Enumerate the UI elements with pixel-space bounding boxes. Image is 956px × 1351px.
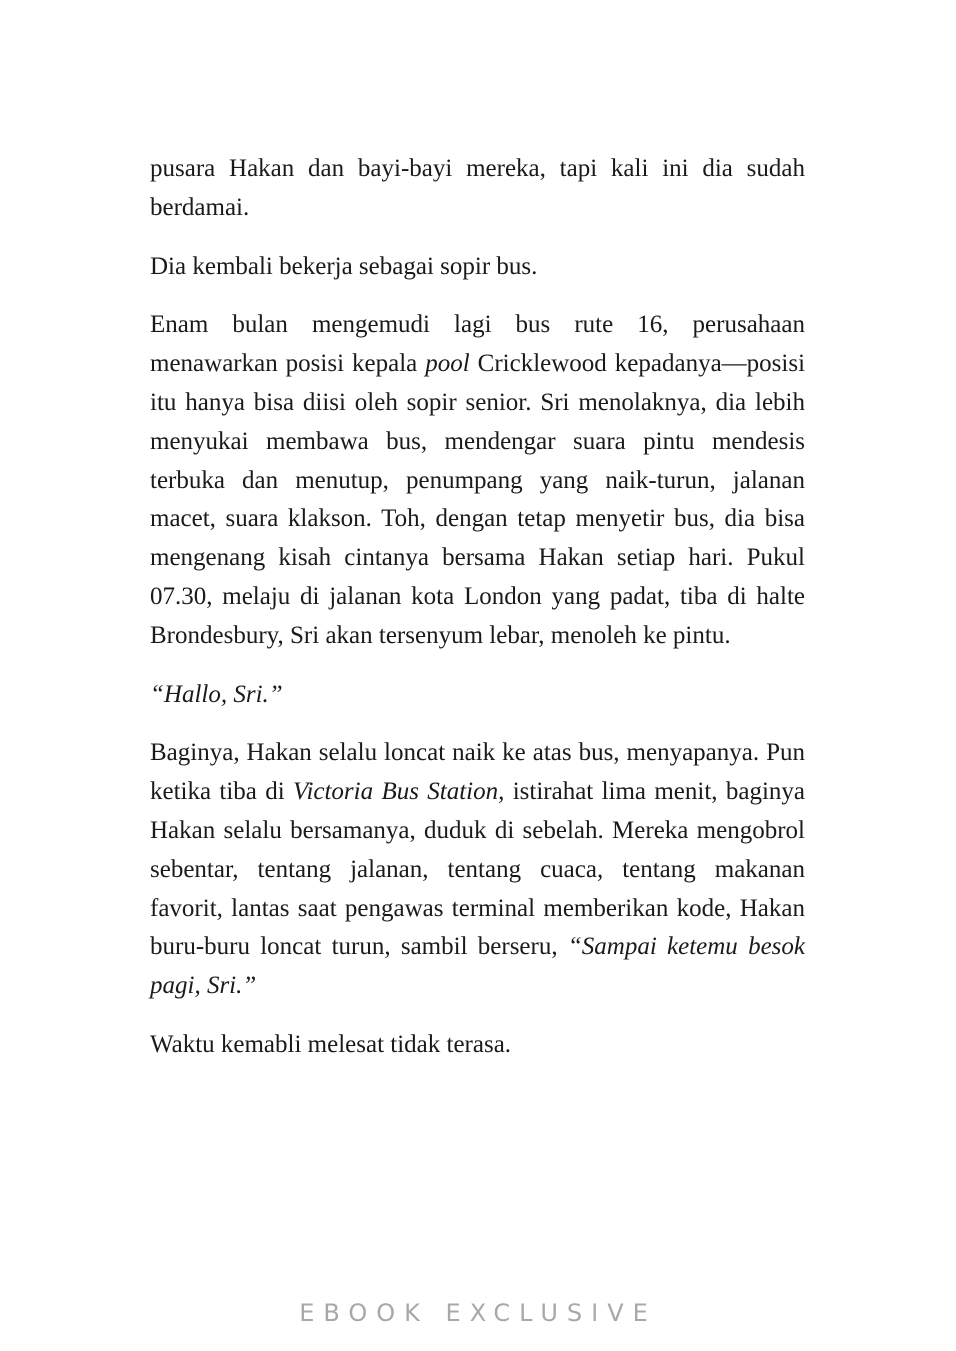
dialogue-hallo-sri: “Hallo, Sri.” bbox=[150, 680, 283, 708]
paragraph-6: Waktu kemabli melesat tidak terasa. bbox=[150, 1030, 512, 1058]
paragraph-3-text-c: Cricklewood kepadanya—posisi itu hanya bisa diisi oleh sopir senior. Sri menolaknya, dia lebih menyukai membawa bus, mendengar suara pintu mendesis terbuka dan menutup, penumpang yang naik-turun, jalanan macet, suara klakson. Toh, dengan tetap menyetir bus, dia bisa mengenang kisah cintanya bersama Hakan setiap hari. Pukul 07.30, melaju di jalanan kota London yang padat, tiba di halte Brondesbury, Sri akan tersenyum lebar, menoleh ke pintu. bbox=[150, 350, 806, 649]
paragraph-3 bbox=[150, 306, 805, 655]
paragraph-4-dialogue bbox=[150, 676, 805, 715]
footer-watermark: EBOOK EXCLUSIVE bbox=[299, 1299, 657, 1327]
paragraph-5-italic-station: Victoria Bus Station, bbox=[293, 778, 505, 806]
paragraph-5-italic-dialogue: “Sampai ketemu besok pagi, Sri.” bbox=[150, 933, 805, 1000]
paragraph-5 bbox=[150, 734, 805, 1006]
paragraph-5-text-c: istirahat lima menit, baginya Hakan selalu bersamanya, duduk di sebelah. Mereka mengobrol sebentar, tentang jalanan, tentang cuaca, tentang makanan favorit, lantas saat pengawas terminal memberikan kode, Hakan buru-buru loncat turun, sambil berseru, bbox=[150, 778, 805, 961]
paragraph-3-italic-pool: pool bbox=[425, 350, 470, 378]
paragraph-2: Dia kembali bekerja sebagai sopir bus. bbox=[150, 252, 538, 280]
paragraph-3-text-a: Enam bulan mengemudi lagi bus rute 16, perusahaan menawarkan posisi kepala bbox=[150, 311, 805, 378]
paragraph-5-text-a: Baginya, Hakan selalu loncat naik ke atas bus, menyapanya. Pun ketika tiba di bbox=[150, 739, 805, 806]
paragraph-1: pusara Hakan dan bayi-bayi mereka, tapi kali ini dia sudah berdamai. bbox=[150, 155, 805, 221]
page-body bbox=[150, 150, 805, 1065]
